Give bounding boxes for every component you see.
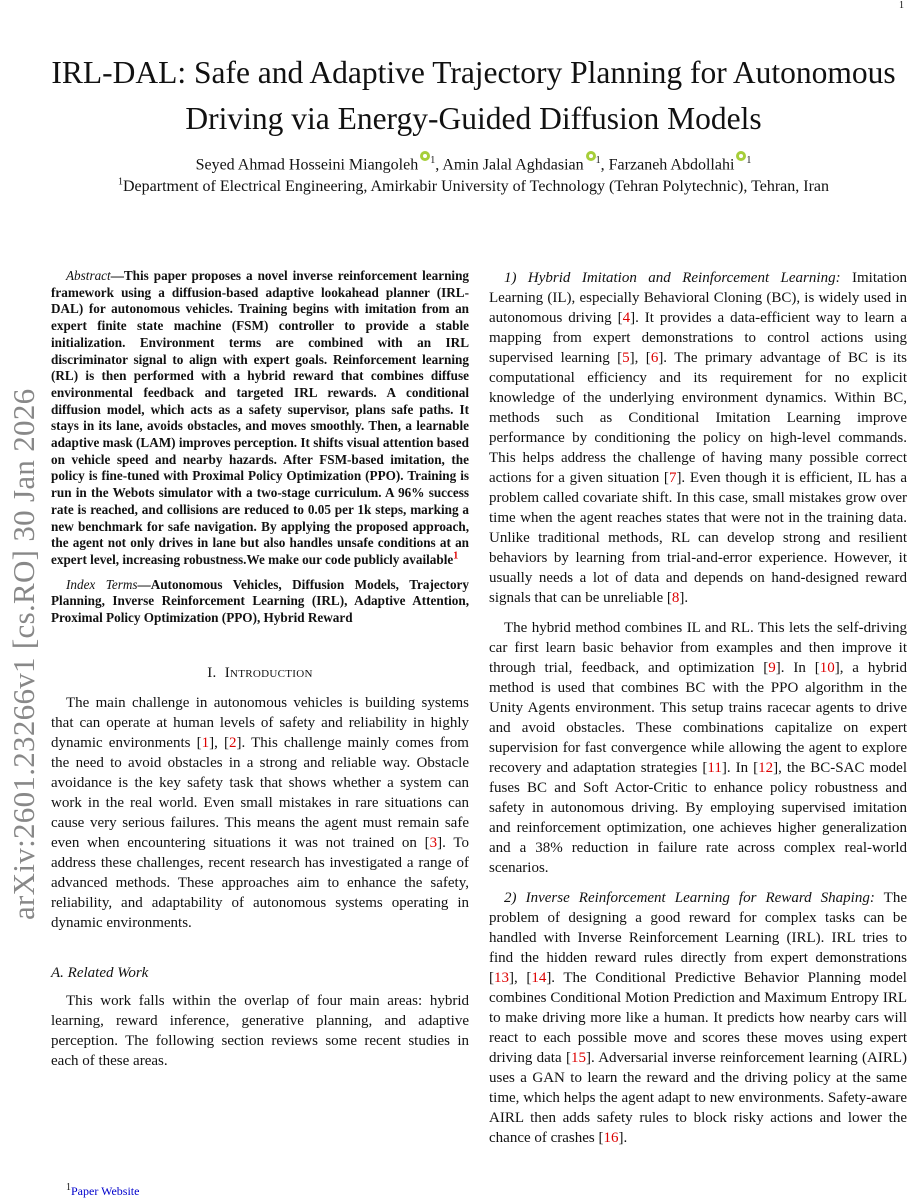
affil-text: Department of Electrical Engineering, Amirkabir University of Technology (Tehran Polytechnic), Tehran, Iran xyxy=(122,178,830,195)
citation-link[interactable]: 6 xyxy=(650,350,659,366)
citation-link[interactable]: 11 xyxy=(707,760,722,776)
hybrid-paragraph-1: 1) Hybrid Imitation and Reinforcement Learning: Imitation Learning (IL), especially Behavioral Cloning (BC), is widely used in autonomous driving [4]. It provides a data-efficient way to learn a mapping from expert demonstrations to control actions using supervised learning [5], [6]. The primary advantage of BC is its computational efficiency and its requirement for no explicit knowledge of the underlying environment dynamics. Within BC, methods such as Conditional Imitation Learning improve performance by conditioning the policy on high-level commands. This helps address the challenge of having many possible correct actions for a given situation [7]. Even though it is efficient, IL has a problem called covariate shift. In this case, small mistakes grow over time when the agent reaches states that were not in the training data. Unlike traditional methods, RL can develop strong and resilient behaviors by learning from trial-and-error experience. However, it usually needs a lot of data and depends on hand-designed reward signals that can be unreliable [8]. xyxy=(489,270,907,606)
section-title: Introduction xyxy=(224,664,313,681)
affil-mark: 1 xyxy=(117,176,123,188)
orcid-icon[interactable] xyxy=(420,151,430,161)
text: The problem of designing a good reward for complex tasks can be handled with Inverse Reinforcement Learning (IRL). IRL tries to find the hidden reward rules directly from expert demonstrations [ xyxy=(489,890,907,986)
citation-link[interactable]: 7 xyxy=(668,470,677,486)
citation-link[interactable]: 13 xyxy=(494,970,509,986)
orcid-icon[interactable] xyxy=(736,151,746,161)
author-affil-mark: 1 xyxy=(595,155,601,166)
title-line-1: IRL-DAL: Safe and Adaptive Trajectory Planning for Autonomous xyxy=(51,55,896,90)
text: ]. xyxy=(618,1130,628,1146)
author-affil-mark: 1 xyxy=(746,155,752,166)
text: Imitation Learning (IL), especially Behavioral Cloning (BC), is widely used in autonomous driving [ xyxy=(489,270,907,326)
affiliation xyxy=(40,176,907,198)
footnote-mark: 1 xyxy=(66,1182,71,1193)
text: ], the BC-SAC model fuses BC and Soft Actor-Critic to enhance policy robustness and safety in autonomous driving. By employing supervised imitation and reinforcement optimization, one achieves higher generalization and a 38% reduction in failure rate across complex real-world scenarios. xyxy=(489,760,907,876)
text: ]. The primary advantage of BC is its computational efficiency and its requirement for no explicit knowledge of the underlying environment dynamics. Within BC, methods such as Conditional Imitation Learning improve performance by conditioning the policy on high-level commands. This helps address the challenge of having many possible correct actions for a given situation [ xyxy=(489,350,907,486)
abstract: Abstract—This paper proposes a novel inverse reinforcement learning framework using a diffusion-based adaptive lookahead planner (IRL-DAL) for autonomous vehicles. Training begins with imitation from an expert finite state machine (FSM) controller to provide a stable initialization. Environment terms are combined with an IRL discriminator signal to align with expert goals. Reinforcement learning (RL) is then performed with a hybrid reward that combines diffuse environmental feedback and targeted IRL rewards. A conditional diffusion model, which acts as a safety supervisor, plans safe paths. It stays in its lane, avoids obstacles, and moves smoothly. Then, a learnable adaptive mask (LAM) improves perception. It shifts visual attention based on vehicle speed and nearby hazards. After FSM-based imitation, the policy is fine-tuned with Proximal Policy Optimization (PPO). Training is run in the Webots simulator with a two-stage curriculum. A 96% success rate is reached, and collisions are reduced to 0.05 per 1k steps, marking a new benchmark for safe navigation. By applying the proposed approach, the agent not only drives in lane but also handles unsafe conditions at an expert level, increasing robustness.We make our code publicly available$^1$ xyxy=(51,268,469,567)
citation-link[interactable]: 12 xyxy=(758,760,774,776)
author-affil-mark: 1 xyxy=(430,155,436,166)
citation-link[interactable]: 15 xyxy=(570,1050,586,1066)
author-name: Seyed Ahmad Hosseini Miangoleh xyxy=(195,156,419,174)
footnote xyxy=(66,1184,139,1199)
section-number: I. xyxy=(207,664,217,681)
abstract-text: This paper proposes a novel inverse reinforcement learning framework using a diffusion-based adaptive lookahead planner (IRL-DAL) for autonomous vehicles. Training begins with imitation from an expert finite state machine (FSM) controller to provide a stable initialization. Environment terms are combined with an IRL discriminator signal to align with expert goals. Reinforcement learning (RL) is then performed with a hybrid reward that combines diffuse environmental feedback and targeted IRL rewards. A conditional diffusion model, which acts as a safety supervisor, plans safe paths. It stays in its lane, avoids obstacles, and moves smoothly. Then, a learnable adaptive mask (LAM) improves perception. It shifts visual attention based on vehicle speed and nearby hazards. After FSM-based imitation, the policy is fine-tuned with Proximal Policy Optimization (PPO). Training is run in the Webots simulator with a two-stage curriculum. A 96% success rate is reached, and collisions are reduced to 0.05 per 1k steps, marking a new benchmark for safe navigation. By applying the proposed approach, the agent not only drives in lane but also handles unsafe conditions at an expert level, increasing robustness.We make our code publicly available xyxy=(51,268,469,567)
citation-link[interactable]: 1 xyxy=(201,734,210,751)
page-number: 1 xyxy=(899,0,904,11)
text: ]. The Conditional Predictive Behavior Planning model combines Conditional Motion Prediction and Maximum Entropy IRL to make driving more like a human. It predicts how nearby cars will react to each possible move and scores these moves using expert driving data [ xyxy=(489,970,907,1066)
paper-website-link[interactable]: Paper Website xyxy=(71,1184,140,1198)
author-name: Amin Jalal Aghdasian xyxy=(442,156,584,174)
subsection-heading-related-work: A. Related Work xyxy=(51,964,149,981)
text: ]. In [ xyxy=(721,760,759,776)
subsubsection-heading: 1) Hybrid Imitation and Reinforcement Learning: xyxy=(504,270,841,286)
index-terms: Index Terms—Autonomous Vehicles, Diffusion Models, Trajectory Planning, Inverse Reinforcement Learning (IRL), Adaptive Attention, Proximal Policy Optimization (PPO), Hybrid Reward xyxy=(51,576,469,626)
hybrid-paragraph-2 xyxy=(489,618,907,878)
citation-link[interactable]: 14 xyxy=(531,970,547,986)
index-terms-label: Index Terms xyxy=(66,576,138,592)
citation-link[interactable]: 8 xyxy=(671,590,680,606)
citation-link[interactable]: 3 xyxy=(429,834,438,851)
intro-paragraph: The main challenge in autonomous vehicles is building systems that can operate at human levels of safety and reliability in highly dynamic environments [1], [2]. This challenge mainly comes from the need to avoid obstacles in a strong and reliable way. Obstacle avoidance is the key safety task that shows whether a system can work in the real world. Even small mistakes in rare situations can cause very serious failures. This means the agent must remain safe even when encountering situations it was not trained on [3]. To address these challenges, recent research has investigated a range of advanced methods. These approaches aim to enhance the safety, reliability, and adaptability of autonomous systems operating in dynamic environments. xyxy=(51,694,469,931)
arxiv-stamp[interactable]: arXiv:2601.23266v1 [cs.RO] 30 Jan 2026 xyxy=(6,388,41,920)
text: ]. Even though it is efficient, IL has a problem called covariate shift. In this case, small mistakes grow over time when the agent reaches states that were not in the training data. Unlike traditional methods, RL can develop strong and resilient behaviors by learning from trial-and-error experience. However, it usually needs a lot of data and depends on hand-designed reward signals that can be unreliable [ xyxy=(489,470,907,606)
citation-link[interactable]: 4 xyxy=(622,310,631,326)
paper-title xyxy=(40,50,907,142)
irl-paragraph: 2) Inverse Reinforcement Learning for Reward Shaping: The problem of designing a good reward for complex tasks can be handled with Inverse Reinforcement Learning (IRL). IRL tries to find the hidden reward rules directly from expert demonstrations [13], [14]. The Conditional Predictive Behavior Planning model combines Conditional Motion Prediction and Maximum Entropy IRL to make driving more like a human. It predicts how nearby cars will react to each possible move and scores these moves using expert driving data [15]. Adversarial inverse reinforcement learning (AIRL) uses a GAN to learn the reward and the driving policy at the same time, which helps the agent adapt to new environments. Safety-aware AIRL then adds safety rules to block risky actions and lower the chance of crashes [16]. xyxy=(489,890,907,1146)
text: ], a hybrid method is used that combines BC with the PPO algorithm in the Unity Agents environment. This setup trains racecar agents to drive and avoid obstacles. These combinations capitalize on expert supervision for fast convergence while allowing the agent to explore recovery and adaptation strategies [ xyxy=(489,660,907,776)
text: ]. Adversarial inverse reinforcement learning (AIRL) uses a GAN to learn the reward and the driving policy at the same time, which helps the agent adapt to new environments. Safety-aware AIRL then adds safety rules to block risky actions and lower the chance of crashes [ xyxy=(489,1050,907,1146)
right-column xyxy=(489,268,907,1148)
left-column xyxy=(51,268,469,1071)
section-heading-introduction xyxy=(51,663,469,683)
text: ]. It provides a data-efficient way to learn a mapping from expert demonstrations to control actions using supervised learning [ xyxy=(489,310,907,366)
citation-link[interactable]: 9 xyxy=(768,660,776,676)
text: . This challenge mainly comes from the need to avoid obstacles in a strong and reliable way. Obstacle avoidance is the key safety task that shows whether a system can work in the real world. Even small mistakes in rare situations can cause very serious failures. This means the agent must remain safe even when encountering situations it was not trained on [ xyxy=(51,734,469,851)
text: ]. To address these challenges, recent research has investigated a range of advanced methods. These approaches aim to enhance the safety, reliability, and adaptability of autonomous systems operating in dynamic environments. xyxy=(51,834,469,931)
citation-link[interactable]: 5 xyxy=(622,350,630,366)
text: The main challenge in autonomous vehicles is building systems that can operate at human levels of safety and reliability in highly dynamic environments [ xyxy=(51,694,469,751)
title-line-2: Driving via Energy-Guided Diffusion Models xyxy=(185,101,762,136)
author-list: Seyed Ahmad Hosseini Miangoleh $^1$, Amin Jalal Aghdasian $^1$, Farzaneh Abdollahi $^1$ xyxy=(40,153,907,176)
text: The hybrid method combines IL and RL. This lets the self-driving car first learn basic behavior from examples and then improve it through trial, feedback, and optimization [ xyxy=(489,620,907,676)
index-terms-text: Autonomous Vehicles, Diffusion Models, Trajectory Planning, Inverse Reinforcement Learning (IRL), Adaptive Attention, Proximal Policy Optimization (PPO), Hybrid Reward xyxy=(51,576,469,626)
text: ]. In [ xyxy=(775,660,820,676)
citation-link[interactable]: 10 xyxy=(819,660,835,676)
text: ]. xyxy=(679,590,689,606)
orcid-icon[interactable] xyxy=(586,151,596,161)
abstract-label: Abstract xyxy=(66,268,111,283)
footnote-link[interactable]: 1 xyxy=(453,550,459,562)
subsubsection-heading: 2) Inverse Reinforcement Learning for Reward Shaping: xyxy=(504,890,875,906)
author-name: Farzaneh Abdollahi xyxy=(608,156,735,174)
citation-link[interactable]: 2 xyxy=(228,734,237,751)
citation-link[interactable]: 16 xyxy=(603,1130,619,1146)
related-paragraph: This work falls within the overlap of four main areas: hybrid learning, reward inference, generative planning, and adaptive perception. The following section reviews some recent studies in each of these areas. xyxy=(51,992,469,1069)
